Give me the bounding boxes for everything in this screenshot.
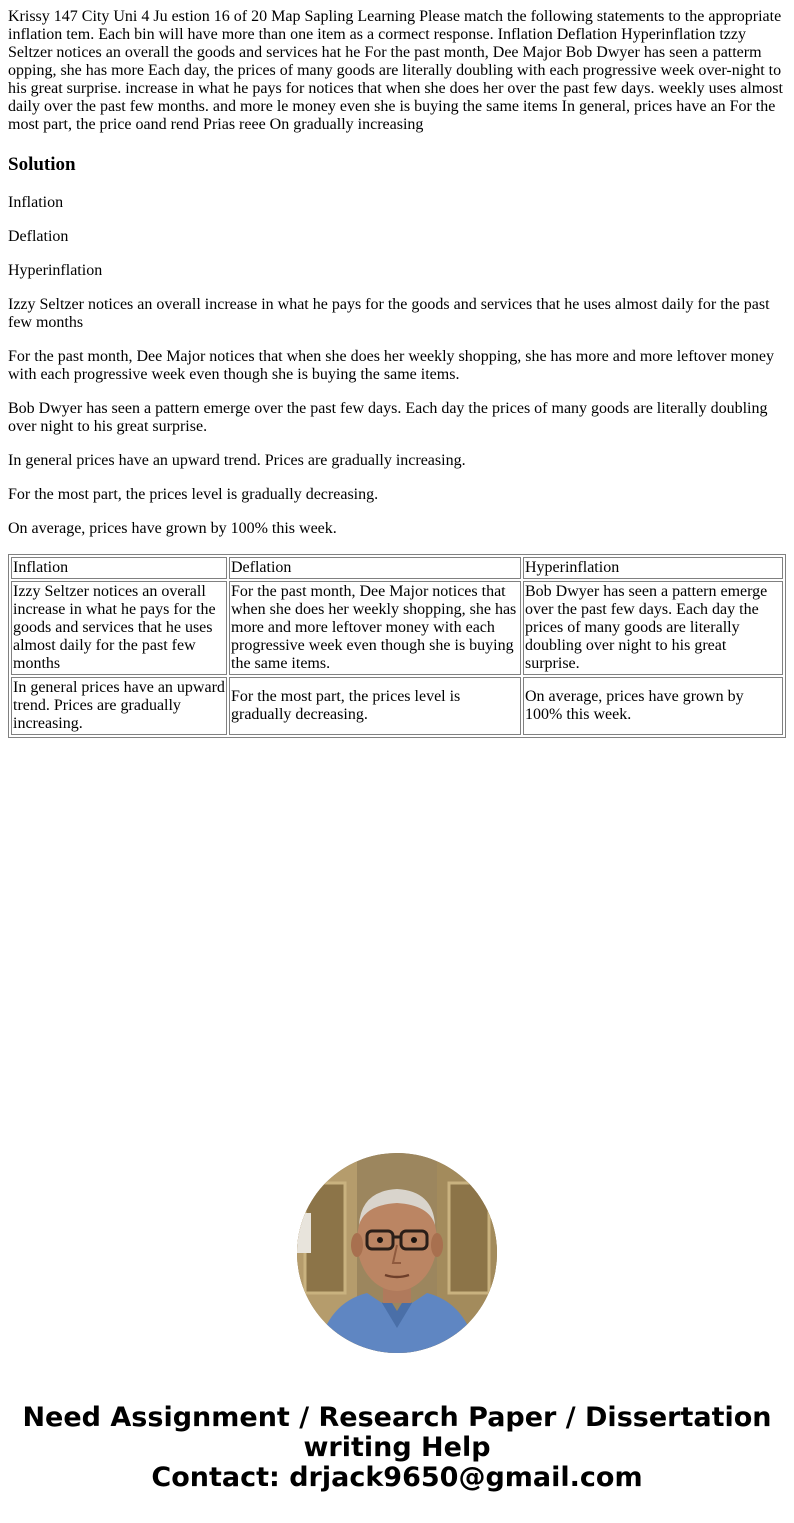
solution-paragraph: Bob Dwyer has seen a pattern emerge over the past few days. Each day the prices of many goods are literally doubling over night to his great surprise. (8, 400, 768, 435)
table-row (11, 677, 783, 735)
table-cell: For the past month, Dee Major notices that when she does her weekly shopping, she has more and more leftover money with each progressive week even though she is buying the same items. (229, 581, 521, 675)
table-cell: For the most part, the prices level is gradually decreasing. (229, 677, 521, 735)
promo-footer (0, 1403, 794, 1493)
answer-table (8, 554, 786, 738)
tutor-avatar (297, 1153, 497, 1353)
solution-paragraph: In general prices have an upward trend. Prices are gradually increasing. (8, 452, 466, 469)
solution-paragraph: Inflation (8, 194, 64, 211)
table-cell: On average, prices have grown by 100% this week. (523, 677, 783, 735)
table-row (11, 581, 783, 675)
solution-paragraph: On average, prices have grown by 100% this week. (8, 520, 337, 537)
table-header-cell: Hyperinflation (523, 557, 783, 579)
promo-line: Need Assignment / Research Paper / Dissertation (22, 1402, 772, 1433)
question-text: Krissy 147 City Uni 4 Ju estion 16 of 20 Map Sapling Learning Please match the following statements to the appropriate inflation tem. Each bin will have more than one item as a cormect response. Inflation Deflation Hyperinflation tzzy Seltzer notices an overall the goods and services hat he For the past month, Dee Major Bob Dwyer has seen a patterm opping, she has more Each day, the prices of many goods are literally doubling with each progressive week over-night to his great surprise. increase in what he pays for notices that when she does her over the past few days. weekly uses almost daily over the past few months. and more le money even she is buying the same items In general, prices have an For the most part, the price oand rend Prias reee On gradually increasing (8, 8, 783, 133)
tutor-portrait-icon (297, 1153, 497, 1353)
solution-paragraph: Deflation (8, 228, 69, 245)
solution-paragraph: For the past month, Dee Major notices that when she does her weekly shopping, she has more and more leftover money with each progressive week even though she is buying the same items. (8, 348, 775, 383)
promo-line: writing Help (303, 1432, 491, 1463)
table-cell: Izzy Seltzer notices an overall increase in what he pays for the goods and services that he uses almost daily for the past few months (11, 581, 227, 675)
contact-line: Contact: drjack9650@gmail.com (151, 1462, 643, 1493)
solution-paragraph: Izzy Seltzer notices an overall increase in what he pays for the goods and services that he uses almost daily for the past few months (8, 296, 770, 331)
table-cell: In general prices have an upward trend. Prices are gradually increasing. (11, 677, 227, 735)
table-cell: Bob Dwyer has seen a pattern emerge over the past few days. Each day the prices of many goods are literally doubling over night to his great surprise. (523, 581, 783, 675)
solution-paragraph: Hyperinflation (8, 262, 103, 279)
table-header-row (11, 557, 783, 579)
document-body (0, 0, 794, 738)
solution-heading: Solution (8, 154, 76, 175)
table-header-cell: Deflation (229, 557, 521, 579)
solution-paragraph: For the most part, the prices level is gradually decreasing. (8, 486, 379, 503)
table-header-cell: Inflation (11, 557, 227, 579)
